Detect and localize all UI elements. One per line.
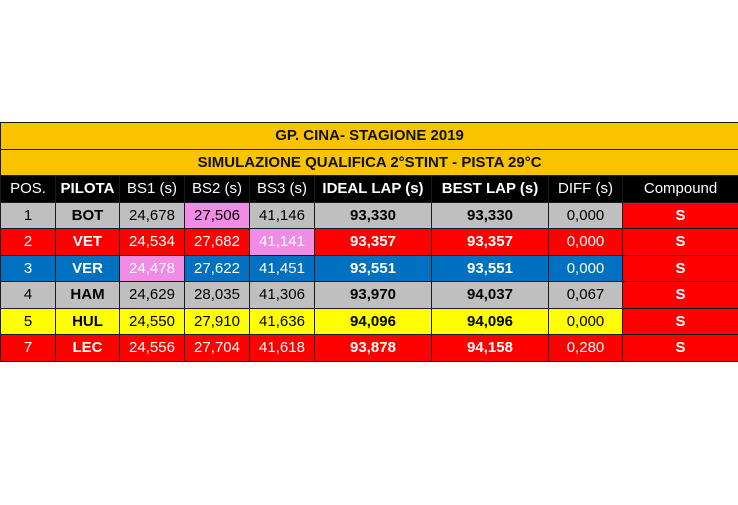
cell-bs2: 27,622 [185,255,250,282]
cell-ideal-lap: 93,357 [315,229,432,256]
cell-pilota: LEC [56,335,120,362]
cell-diff: 0,000 [549,202,623,229]
cell-best-lap: 94,037 [432,282,549,309]
cell-diff: 0,000 [549,229,623,256]
cell-best-lap: 93,551 [432,255,549,282]
header-best-lap: BEST LAP (s) [432,176,549,203]
cell-diff: 0,280 [549,335,623,362]
cell-pilota: HAM [56,282,120,309]
subtitle-row [1,149,738,176]
cell-compound: S [623,202,738,229]
cell-bs2: 28,035 [185,282,250,309]
header-bs1: BS1 (s) [120,176,185,203]
cell-bs1: 24,629 [120,282,185,309]
cell-pilota: BOT [56,202,120,229]
table-row [1,255,738,282]
cell-pilota: VET [56,229,120,256]
cell-bs1: 24,478 [120,255,185,282]
cell-ideal-lap: 93,330 [315,202,432,229]
cell-bs2: 27,910 [185,308,250,335]
cell-bs2: 27,506 [185,202,250,229]
title-row [1,123,738,150]
cell-pilota: HUL [56,308,120,335]
cell-bs2: 27,704 [185,335,250,362]
cell-best-lap: 93,330 [432,202,549,229]
cell-pos: 1 [1,202,56,229]
cell-diff: 0,000 [549,308,623,335]
cell-pos: 4 [1,282,56,309]
cell-bs1: 24,556 [120,335,185,362]
cell-bs3: 41,141 [250,229,315,256]
header-row [1,176,738,203]
header-bs3: BS3 (s) [250,176,315,203]
cell-best-lap: 94,158 [432,335,549,362]
cell-pilota: VER [56,255,120,282]
cell-compound: S [623,255,738,282]
header-bs2: BS2 (s) [185,176,250,203]
cell-compound: S [623,308,738,335]
cell-best-lap: 94,096 [432,308,549,335]
cell-pos: 3 [1,255,56,282]
cell-compound: S [623,229,738,256]
cell-ideal-lap: 93,878 [315,335,432,362]
cell-ideal-lap: 93,970 [315,282,432,309]
table-title: GP. CINA- STAGIONE 2019 [1,123,738,150]
cell-compound: S [623,335,738,362]
header-ideal-lap: IDEAL LAP (s) [315,176,432,203]
cell-diff: 0,000 [549,255,623,282]
table-row [1,308,738,335]
cell-bs3: 41,451 [250,255,315,282]
header-diff: DIFF (s) [549,176,623,203]
cell-bs1: 24,534 [120,229,185,256]
table-row [1,335,738,362]
table-row [1,202,738,229]
cell-pos: 5 [1,308,56,335]
cell-bs1: 24,678 [120,202,185,229]
cell-bs3: 41,146 [250,202,315,229]
cell-bs3: 41,618 [250,335,315,362]
cell-bs1: 24,550 [120,308,185,335]
cell-pos: 7 [1,335,56,362]
cell-pos: 2 [1,229,56,256]
qualifying-table [0,122,738,362]
table-subtitle: SIMULAZIONE QUALIFICA 2°STINT - PISTA 29°C [1,149,738,176]
cell-bs3: 41,636 [250,308,315,335]
cell-bs2: 27,682 [185,229,250,256]
cell-diff: 0,067 [549,282,623,309]
table-row [1,229,738,256]
header-pos: POS. [1,176,56,203]
cell-ideal-lap: 94,096 [315,308,432,335]
cell-bs3: 41,306 [250,282,315,309]
table-row [1,282,738,309]
header-pilota: PILOTA [56,176,120,203]
header-compound: Compound [623,176,738,203]
cell-compound: S [623,282,738,309]
cell-best-lap: 93,357 [432,229,549,256]
cell-ideal-lap: 93,551 [315,255,432,282]
